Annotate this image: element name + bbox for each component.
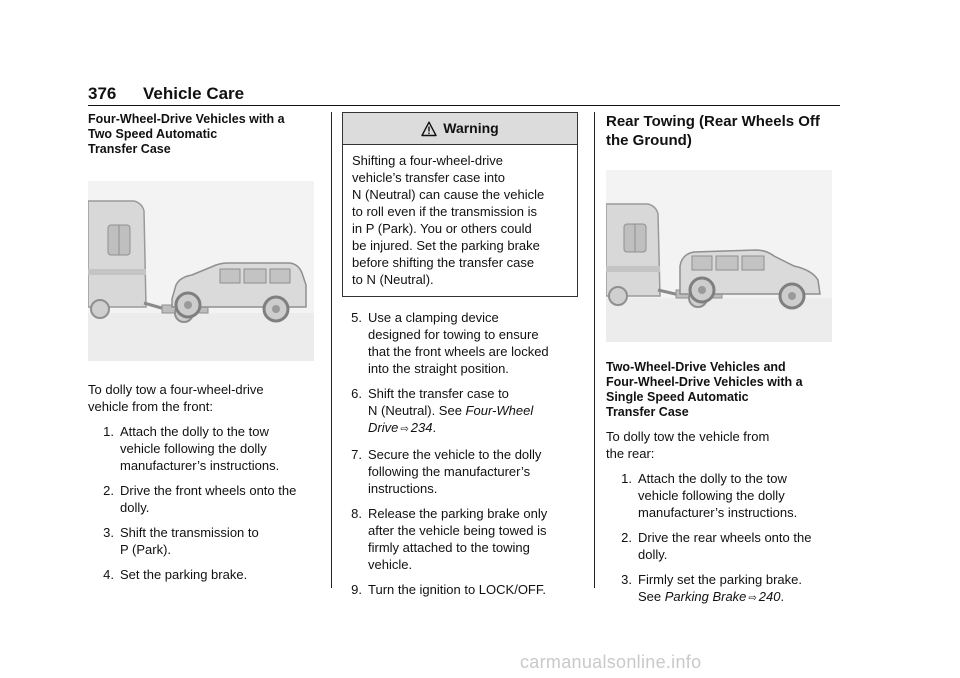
page-header: [88, 84, 840, 106]
list-item: 1. Attach the dolly to the tow vehicle following the dolly manufacturer’s instructions.: [103, 424, 280, 473]
rear-tow-steps: [606, 470, 838, 607]
page-number: 376: [88, 84, 117, 103]
front-tow-steps-continued: [342, 309, 582, 598]
list-item: 8. Release the parking brake only after the vehicle being towed is firmly attached to the towing vehicle.: [351, 506, 548, 572]
list-item: 4. Set the parking brake.: [103, 567, 248, 582]
list-item: 6. Shift the transfer case to N (Neutral). See Four-Wheel Drive ⇨ 234.: [351, 386, 534, 435]
figure-rear-dolly-tow: [606, 170, 832, 342]
list-item: 3. Firmly set the parking brake. See Parking Brake ⇨ 240.: [621, 572, 803, 604]
xref-parking-brake[interactable]: Parking Brake: [664, 589, 747, 604]
column-1: [88, 112, 320, 583]
subhead-rear-towing: Two-Wheel-Drive Vehicles and Four-Wheel-Drive Vehicles with a Single Speed Automatic Transfer Case: [606, 360, 803, 419]
warning-box: [342, 112, 578, 297]
page-title: Vehicle Care: [143, 84, 245, 103]
column-divider-right: [594, 112, 595, 588]
subhead-front-towing: Four-Wheel-Drive Vehicles with a Two Speed Automatic Transfer Case: [88, 112, 285, 156]
front-tow-steps: [88, 423, 320, 583]
page-ref-arrow-icon: ⇨: [748, 593, 757, 604]
rear-tow-illustration: [606, 170, 832, 342]
list-item: 9. Turn the ignition to LOCK/OFF.: [351, 582, 546, 597]
rear-tow-intro: To dolly tow the vehicle from the rear:: [606, 429, 770, 461]
warning-text: Shifting a four-wheel-drive vehicle’s transfer case into N (Neutral) can cause the vehicle to roll even if the transmission is in P (Park). You or others could be injured. Set the parking brake before shifting the transfer case to N (Neutral).: [352, 153, 545, 287]
xref-four-wheel-drive[interactable]: Four-Wheel Drive: [368, 403, 534, 435]
list-item: 3. Shift the transmission to P (Park).: [103, 525, 259, 557]
warning-icon: [421, 121, 437, 137]
list-item: 1. Attach the dolly to the tow vehicle following the dolly manufacturer’s instructions.: [621, 471, 798, 520]
column-3: [606, 112, 838, 607]
column-2: [342, 112, 582, 598]
page-ref-arrow-icon: ⇨: [400, 424, 409, 435]
front-tow-intro: To dolly tow a four-wheel-drive vehicle from the front:: [88, 382, 264, 414]
list-item: 7. Secure the vehicle to the dolly following the manufacturer’s instructions.: [351, 447, 542, 496]
section-heading-rear-towing: Rear Towing (Rear Wheels Off the Ground): [606, 113, 820, 149]
list-item: 2. Drive the rear wheels onto the dolly.: [621, 530, 812, 562]
warning-header: [343, 113, 577, 145]
figure-front-dolly-tow: [88, 181, 314, 361]
watermark: carmanualsonline.info: [520, 652, 702, 672]
list-item: 5. Use a clamping device designed for towing to ensure that the front wheels are locked into the straight position.: [351, 310, 549, 376]
front-tow-illustration: [88, 181, 314, 361]
xref-page-240[interactable]: 240: [758, 589, 781, 604]
column-divider-left: [331, 112, 332, 588]
list-item: 2. Drive the front wheels onto the dolly.: [103, 483, 297, 515]
warning-title: Warning: [443, 120, 499, 136]
xref-page-234[interactable]: 234: [410, 420, 433, 435]
